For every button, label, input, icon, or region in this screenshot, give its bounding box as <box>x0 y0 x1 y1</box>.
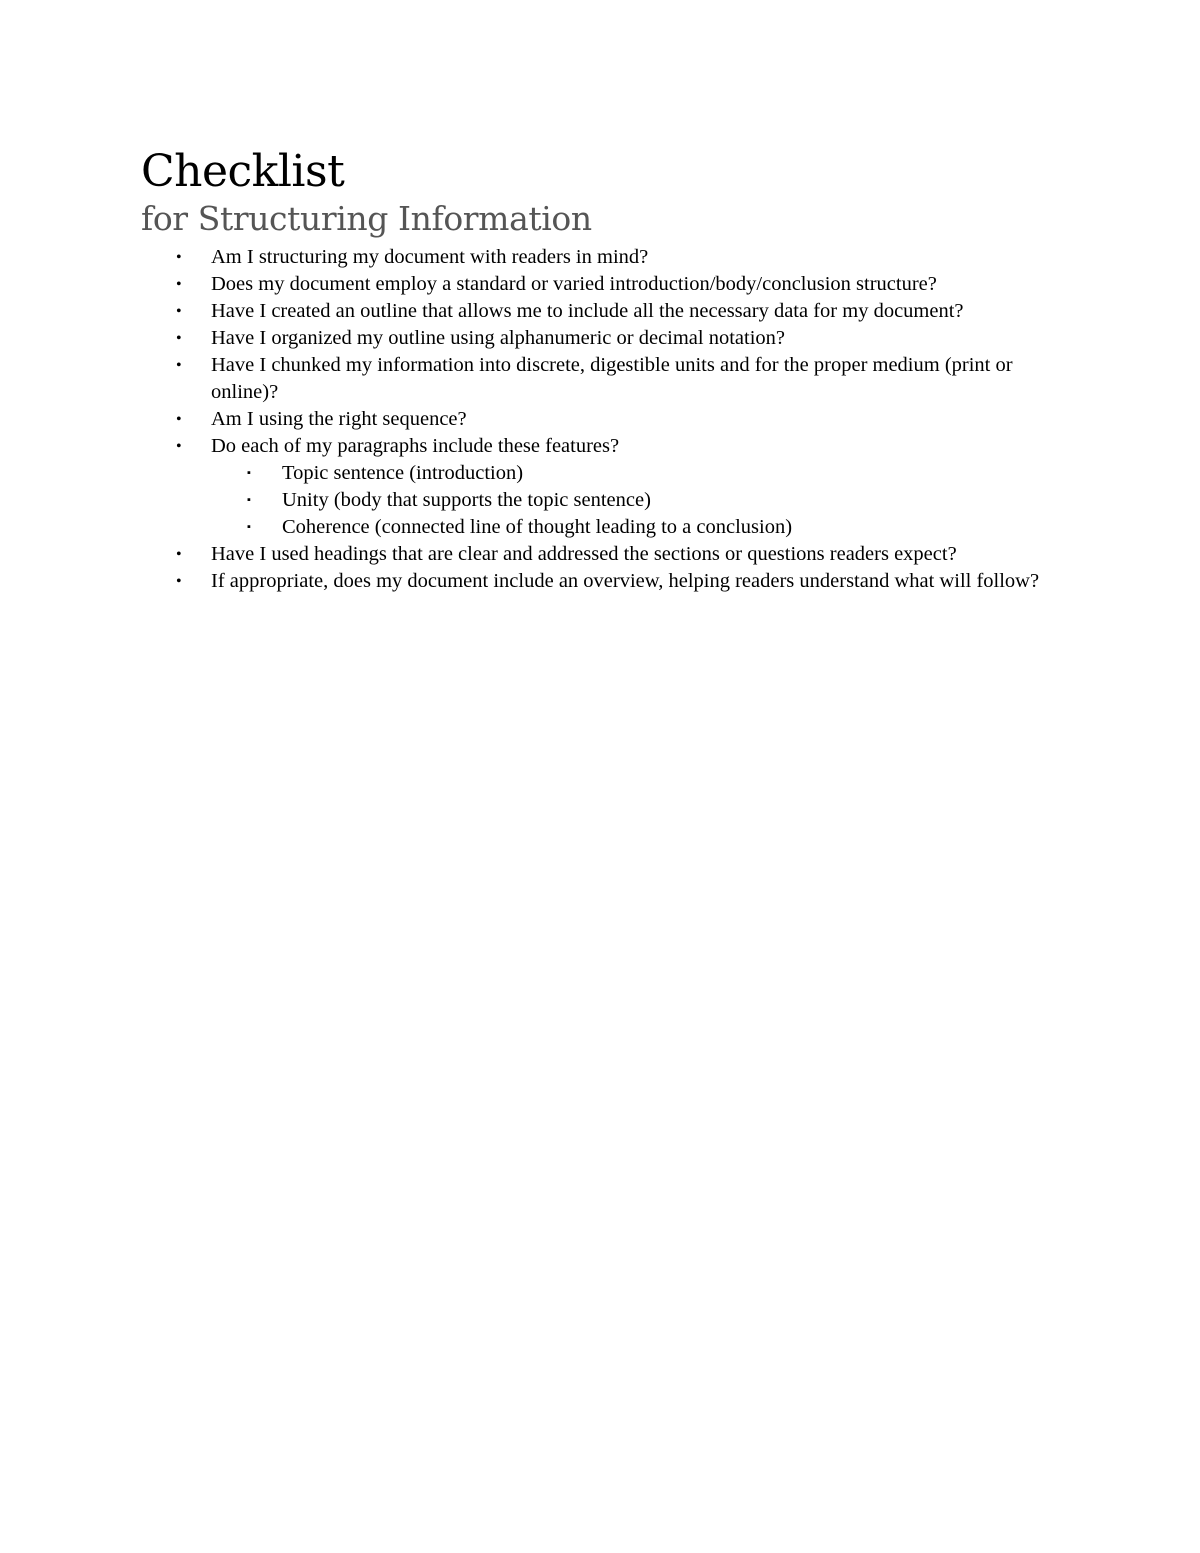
list-item-text: If appropriate, does my document include an overview, helping readers understand what will follow? <box>211 570 1040 592</box>
bullet-icon: • <box>176 411 182 428</box>
checklist <box>141 244 1061 595</box>
list-item-text: Have I chunked my information into discrete, digestible units and for the proper medium (print or online)? <box>211 354 1013 403</box>
page-title: Checklist <box>141 146 345 197</box>
list-item <box>141 271 1051 298</box>
list-item <box>141 541 1051 568</box>
list-item-text: Am I structuring my document with readers in mind? <box>211 246 649 268</box>
list-item-text: Have I used headings that are clear and addressed the sections or questions readers expect? <box>211 543 957 565</box>
bullet-icon: • <box>176 546 182 563</box>
bullet-icon: • <box>176 330 182 347</box>
bullet-icon: • <box>176 303 182 320</box>
square-bullet-icon: ▪ <box>247 494 251 506</box>
list-item <box>141 298 1051 325</box>
list-item-text: Have I created an outline that allows me to include all the necessary data for my document? <box>211 300 964 322</box>
sub-list-item <box>211 487 1051 514</box>
list-item <box>141 406 1051 433</box>
square-bullet-icon: ▪ <box>247 521 251 533</box>
list-item <box>141 568 1051 595</box>
list-item-text: Does my document employ a standard or varied introduction/body/conclusion structure? <box>211 273 937 295</box>
sub-list-item-text: Topic sentence (introduction) <box>282 462 524 484</box>
list-item-text: Do each of my paragraphs include these features? <box>211 435 620 457</box>
square-bullet-icon: ▪ <box>247 467 251 479</box>
sub-list-item-text: Unity (body that supports the topic sentence) <box>282 489 651 511</box>
bullet-icon: • <box>176 438 182 455</box>
sub-list-item <box>211 514 1051 541</box>
list-item <box>141 433 1051 541</box>
list-item-text: Am I using the right sequence? <box>211 408 467 430</box>
list-item <box>141 352 1051 406</box>
sub-list-item <box>211 460 1051 487</box>
list-item <box>141 325 1051 352</box>
sub-list-item-text: Coherence (connected line of thought leading to a conclusion) <box>282 516 793 538</box>
list-item <box>141 244 1051 271</box>
bullet-icon: • <box>176 249 182 266</box>
page-subtitle: for Structuring Information <box>141 199 592 238</box>
document-content <box>141 142 1061 595</box>
sub-checklist <box>211 460 1051 541</box>
bullet-icon: • <box>176 357 182 374</box>
list-item-text: Have I organized my outline using alphanumeric or decimal notation? <box>211 327 786 349</box>
bullet-icon: • <box>176 573 182 590</box>
bullet-icon: • <box>176 276 182 293</box>
